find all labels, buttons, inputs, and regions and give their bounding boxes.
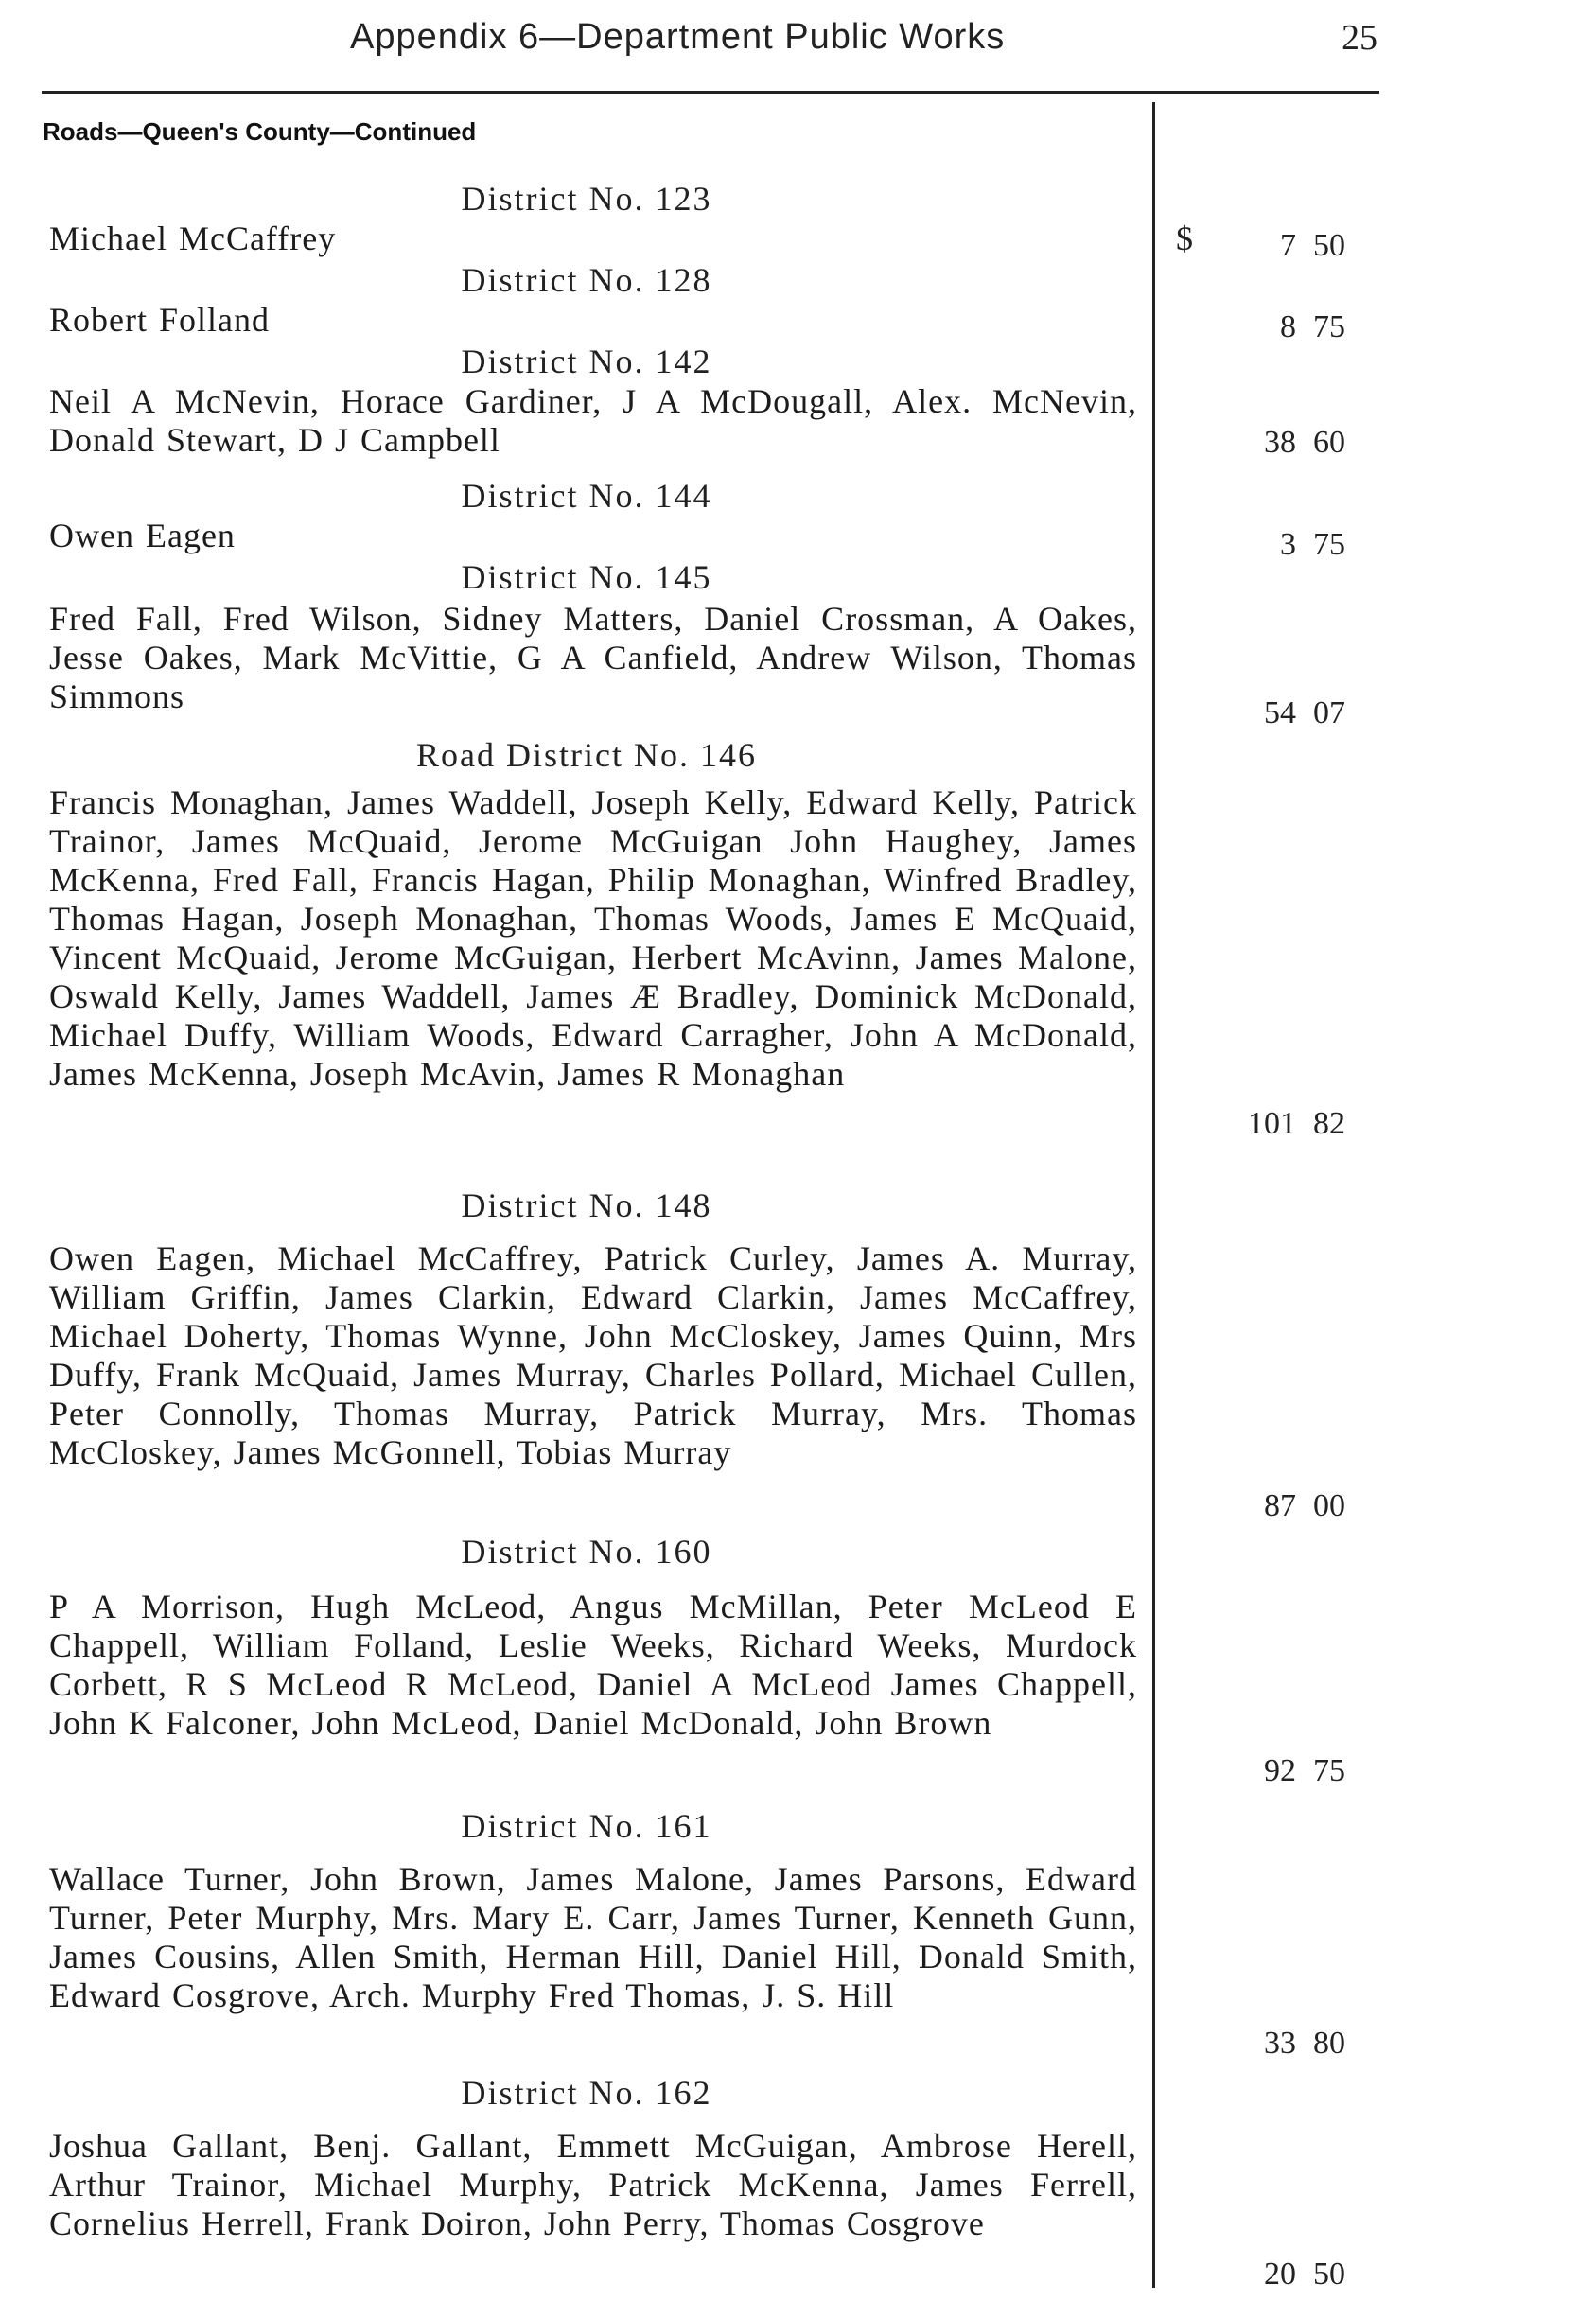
district-heading: District No. 160: [461, 1533, 712, 1571]
district-amount: [1164, 1752, 1377, 1790]
district-heading: District No. 161: [461, 1807, 712, 1845]
amount-cents: 80: [1313, 2026, 1345, 2061]
district-names: Joshua Gallant, Benj. Gallant, Emmett McGuigan, Ambrose Herell, Arthur Trainor, Michael Murphy, Patrick McKenna, James Ferrell, Cornelius Herrell, Frank Doiron, John Perry, Thomas Cosgrove: [49, 2127, 1137, 2242]
amount-cents: 00: [1313, 1488, 1345, 1523]
amount-dollars: 101: [1248, 1106, 1296, 1141]
district-names: Wallace Turner, John Brown, James Malone, James Parsons, Edward Turner, Peter Murphy, Mrs. Mary E. Carr, James Turner, Kenneth Gunn, James Cousins, Allen Smith, Herman Hill, Daniel Hill, Donald Smith, Edward Cosgrove, Arch. Murphy Fred Thomas, J. S. Hill: [49, 1860, 1137, 2014]
district-names: Owen Eagen, Michael McCaffrey, Patrick Curley, James A. Murray, William Griffin, James Clarkin, Edward Clarkin, James McCaffrey, Michael Doherty, Thomas Wynne, John McCloskey, James Quinn, Mrs Duffy, Frank McQuaid, James Murray, Charles Pollard, Michael Cullen, Peter Connolly, Thomas Murray, Patrick Murray, Mrs. Thomas McCloskey, James McGonnell, Tobias Murray: [49, 1239, 1137, 1471]
amount-cents: 75: [1313, 1753, 1345, 1788]
amount-dollars: 20: [1264, 2257, 1296, 2292]
district-amount: [1164, 694, 1377, 732]
amount-dollars: 87: [1264, 1488, 1296, 1523]
district-names: Fred Fall, Fred Wilson, Sidney Matters, Daniel Crossman, A Oakes, Jesse Oakes, Mark McVittie, G A Canfield, Andrew Wilson, Thomas Simmons: [49, 600, 1137, 715]
amount-dollars: 92: [1264, 1753, 1296, 1788]
district-heading: District No. 148: [461, 1186, 712, 1224]
amount-cents: 50: [1313, 2257, 1345, 2292]
amount-dollars: 8: [1280, 309, 1296, 344]
district-names: Neil A McNevin, Horace Gardiner, J A McDougall, Alex. McNevin, Donald Stewart, D J Campbell: [49, 382, 1137, 459]
district-amount: [1164, 2256, 1377, 2293]
district-amount: [1164, 1487, 1377, 1525]
district-heading: District No. 162: [461, 2074, 712, 2112]
district-amount: [1164, 2025, 1377, 2063]
district-amount: [1164, 1105, 1377, 1143]
amount-cents: 60: [1313, 425, 1345, 460]
district-heading: District No. 128: [461, 261, 712, 299]
district-names: Robert Folland: [49, 301, 270, 339]
currency-symbol: $: [1176, 220, 1193, 257]
district-amount: [1164, 227, 1377, 265]
district-heading: District No. 142: [461, 343, 712, 380]
amount-cents: 82: [1313, 1106, 1345, 1141]
page-number: 25: [1342, 18, 1377, 58]
district-names: Michael McCaffrey: [49, 220, 337, 257]
district-heading: District No. 144: [461, 477, 712, 515]
amount-dollars: 7: [1280, 228, 1296, 263]
amount-cents: 50: [1313, 228, 1345, 263]
amount-cents: 75: [1313, 309, 1345, 344]
district-names: Francis Monaghan, James Waddell, Joseph Kelly, Edward Kelly, Patrick Trainor, James McQuaid, Jerome McGuigan John Haughey, James McKenna, Fred Fall, Francis Hagan, Philip Monaghan, Winfred Bradley, Thomas Hagan, Joseph Monaghan, Thomas Woods, James E McQuaid, Vincent McQuaid, Jerome McGuigan, Herbert McAvinn, James Malone, Oswald Kelly, James Waddell, James Æ Bradley, Dominick McDonald, Michael Duffy, William Woods, Edward Carragher, John A McDonald, James McKenna, Joseph McAvin, James R Monaghan: [49, 783, 1137, 1093]
district-names: P A Morrison, Hugh McLeod, Angus McMillan, Peter McLeod E Chappell, William Folland, Leslie Weeks, Richard Weeks, Murdock Corbett, R S McLeod R McLeod, Daniel A McLeod James Chappell, John K Falconer, John McLeod, Daniel McDonald, John Brown: [49, 1588, 1137, 1742]
district-heading: District No. 145: [461, 558, 712, 596]
amount-dollars: 38: [1264, 425, 1296, 460]
amount-cents: 07: [1313, 695, 1345, 730]
district-heading: District No. 123: [461, 180, 712, 218]
district-heading: Road District No. 146: [416, 736, 757, 774]
amount-dollars: 3: [1280, 527, 1296, 562]
amount-dollars: 54: [1264, 695, 1296, 730]
amount-dollars: 33: [1264, 2026, 1296, 2061]
district-amount: [1164, 308, 1377, 346]
district-amount: [1164, 424, 1377, 462]
district-names: Owen Eagen: [49, 517, 236, 554]
district-amount: [1164, 526, 1377, 564]
amount-cents: 75: [1313, 527, 1345, 562]
section-title: Roads—Queen's County—Continued: [43, 117, 477, 146]
running-title: Appendix 6—Department Public Works: [350, 17, 1006, 57]
